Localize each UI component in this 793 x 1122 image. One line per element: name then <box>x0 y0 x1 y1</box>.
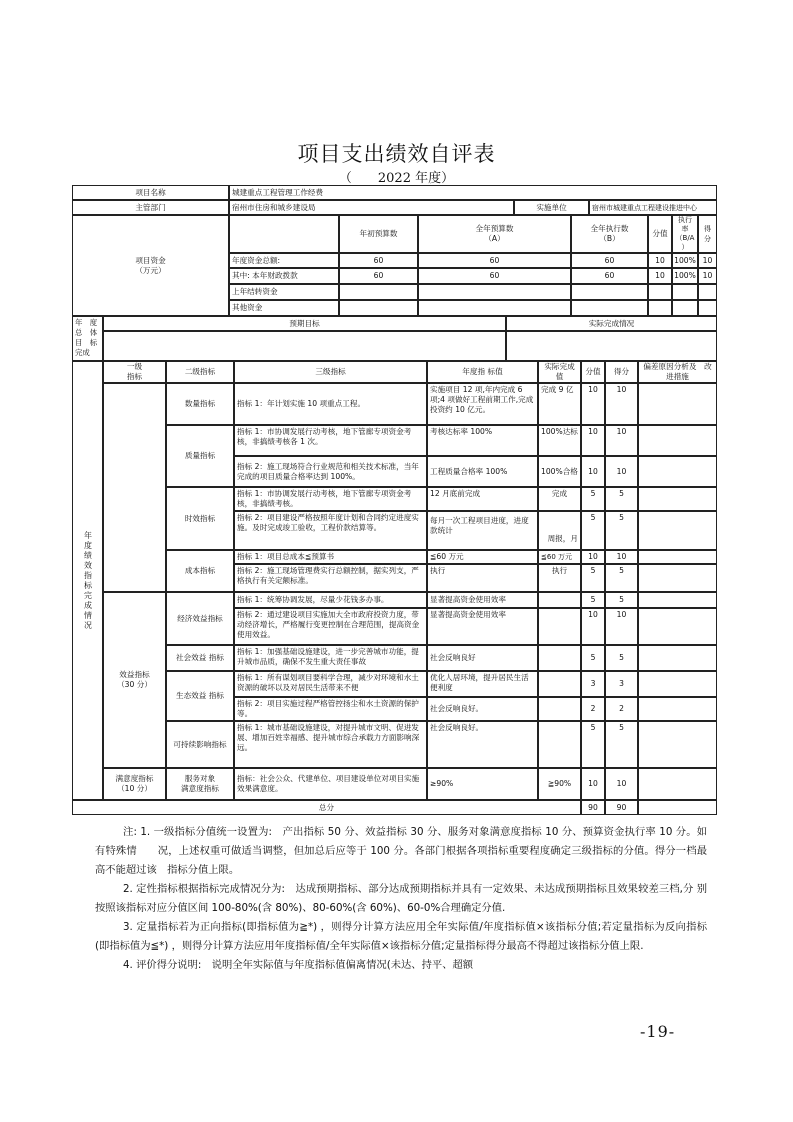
funds-row-label: 其中: 本年财政拨款 <box>229 268 339 284</box>
funds-row-rate <box>672 300 698 316</box>
funds-row-label: 其他资金 <box>229 300 339 316</box>
impl-value: 宿州市城建重点工程建设推进中心 <box>589 200 717 215</box>
note-3: 3. 定量指标若为正向指标(即指标值为≧*) ，则得分计算方法应用全年实际值/年度指标值×该指标分值;若定量指标为反向指标 (即指标值为≦*) ，则得分计算方法应用年度指标值/全年实际值×该指标分值;定量指标得分最高不得超过该指标分值上限. <box>95 921 707 952</box>
funds-row-rate <box>672 284 698 300</box>
goals-actual-header: 实际完成情况 <box>506 316 717 331</box>
h-level3: 三级指标 <box>234 361 427 383</box>
ind-target: 社会反响良好 <box>427 645 538 671</box>
ind-reason <box>638 645 717 671</box>
funds-row-initial <box>339 300 418 316</box>
h-reason: 偏差原因分析及 改 进措施 <box>638 361 717 383</box>
ind-score: 10 <box>581 550 605 564</box>
ind-got: 10 <box>605 550 638 564</box>
h-actual: 实际完成 值 <box>538 361 581 383</box>
dept-value: 宿州市住房和城乡建设局 <box>229 200 514 215</box>
dept-label: 主管部门 <box>72 200 229 215</box>
ind-got: 2 <box>605 697 638 721</box>
year-open-paren: （ <box>338 171 352 186</box>
indicators-side-label: 年度绩效指标完成情况 <box>72 361 103 800</box>
ind-score: 5 <box>581 564 605 592</box>
funds-col-got: 得分 <box>698 215 717 253</box>
ind-score: 5 <box>581 592 605 608</box>
year-label: 2022 年度） <box>377 171 455 186</box>
ind-score: 5 <box>581 721 605 768</box>
ind-actual: 完成 <box>538 487 581 511</box>
ind-score: 10 <box>581 425 605 456</box>
ind-score: 3 <box>581 671 605 697</box>
ind-actual <box>538 671 581 697</box>
funds-row-label: 上年结转资金 <box>229 284 339 300</box>
notes-section <box>95 823 707 975</box>
h-score: 分值 <box>581 361 605 383</box>
ind-reason <box>638 487 717 511</box>
funds-row-full <box>418 300 571 316</box>
funds-col-exec: 全年执行数 （B） <box>571 215 648 253</box>
performance-table <box>73 186 718 816</box>
h-target: 年度指 标值 <box>427 361 538 383</box>
funds-row-exec: 60 <box>571 253 648 268</box>
ind-got: 10 <box>605 608 638 645</box>
total-reason <box>638 800 717 815</box>
ind-target: 考核达标率 100% <box>427 425 538 456</box>
ind-reason <box>638 671 717 697</box>
ind-reason <box>638 511 717 550</box>
cat-social: 社会效益 指标 <box>166 645 234 671</box>
funds-row-got: 10 <box>698 253 717 268</box>
funds-row-got <box>698 284 717 300</box>
ind-l3: 指标 2：通过建设项目实施加大全市政府投资力度，带动经济增长，严格履行变更控制在合理范围，提高资金使用效益。 <box>234 608 427 645</box>
cat-quantity: 数量指标 <box>166 383 234 425</box>
cat-sustain: 可持续影响指标 <box>166 721 234 768</box>
funds-label: 项目资金 （万元） <box>72 215 229 316</box>
goals-label: 年 度 总 体 目 标 完成 <box>72 316 103 361</box>
funds-row-score <box>648 300 672 316</box>
funds-col-score: 分值 <box>648 215 672 253</box>
funds-row-got <box>698 300 717 316</box>
ind-got: 5 <box>605 487 638 511</box>
ind-reason <box>638 721 717 768</box>
level2-satisfaction: 服务对象 满意度指标 <box>166 768 234 800</box>
ind-l3: 指标 1：城市基础设施建设，对提升城市文明、促进发展、增加百姓幸福感、提升城市综合承载力方面影响深远。 <box>234 721 427 768</box>
ind-reason <box>638 768 717 800</box>
funds-row-initial <box>339 284 418 300</box>
ind-target: 执行 <box>427 564 538 592</box>
funds-col-full: 全年预算数 （A） <box>418 215 571 253</box>
ind-l3: 指标：社会公众、代建单位、项目建设单位对项目实施效果满意度。 <box>234 768 427 800</box>
ind-actual: 100%合格 <box>538 456 581 487</box>
funds-row-got: 10 <box>698 268 717 284</box>
ind-l3: 指标 1：统筹协调发展，尽量少花钱多办事。 <box>234 592 427 608</box>
ind-actual: ≦60 万元 <box>538 550 581 564</box>
ind-got: 5 <box>605 721 638 768</box>
h-level2: 二级指标 <box>166 361 234 383</box>
ind-score: 2 <box>581 697 605 721</box>
ind-l3: 指标 2：项目建设严格按照年度计划和合同约定进度实施。及时完成竣工验收，工程价款结算等。 <box>234 511 427 550</box>
ind-target: 显著提高资金使用效率 <box>427 608 538 645</box>
note-4: 4. 评价得分说明: 说明全年实际值与年度指标值偏离情况(未达、持平、超额 <box>123 959 474 971</box>
cat-cost: 成本指标 <box>166 550 234 592</box>
funds-row-full <box>418 284 571 300</box>
h-got: 得分 <box>605 361 638 383</box>
page-number: -19- <box>640 1022 676 1041</box>
ind-target: 实施项目 12 项,年内完成 6 项;4 项做好工程前期工作,完成投资约 10 亿元。 <box>427 383 538 425</box>
goals-expected-cell <box>103 331 506 361</box>
ind-score: 5 <box>581 487 605 511</box>
ind-got: 10 <box>605 383 638 425</box>
impl-label: 实施单位 <box>514 200 589 215</box>
report-year <box>0 167 793 186</box>
funds-row-exec <box>571 284 648 300</box>
goals-actual-cell <box>506 331 717 361</box>
cat-time: 时效指标 <box>166 487 234 550</box>
funds-row-score: 10 <box>648 268 672 284</box>
total-score: 90 <box>581 800 605 815</box>
note-1: 注: 1. 一级指标分值统一设置为: 产出指标 50 分、效益指标 30 分、服务对象满意度指标 10 分、预算资金执行率 10 分。如有特殊情 况，上述权重可做适当调整，但加总后应等于 100 分。各部门根据各项指标重要程度确定三级指标的分值。得分一档最高不能超过该 指标分值上限。 <box>95 826 707 876</box>
ind-target: 每月一次工程项目进度，进度款统计 <box>427 511 538 550</box>
ind-got: 5 <box>605 511 638 550</box>
funds-row-score: 10 <box>648 253 672 268</box>
ind-got: 5 <box>605 592 638 608</box>
level1-satisfaction: 满意度指标 （10 分） <box>103 768 166 800</box>
funds-row-initial: 60 <box>339 253 418 268</box>
ind-score: 10 <box>581 456 605 487</box>
funds-row-score <box>648 284 672 300</box>
funds-col-initial: 年初预算数 <box>339 215 418 253</box>
cat-quality: 质量指标 <box>166 425 234 487</box>
ind-l3: 指标 2：施工现场管理费实行总额控制，据实列支，严格执行有关定额标准。 <box>234 564 427 592</box>
ind-got: 10 <box>605 456 638 487</box>
ind-actual <box>538 721 581 768</box>
funds-row-full: 60 <box>418 253 571 268</box>
ind-target: 显著提高资金使用效率 <box>427 592 538 608</box>
ind-l3: 指标 1：加强基础设施建设，进一步完善城市功能，提升城市品质，确保不发生重大责任事故 <box>234 645 427 671</box>
ind-l3: 指标 1：年计划实施 10 项重点工程。 <box>234 383 427 425</box>
ind-target: 社会反响良好。 <box>427 697 538 721</box>
funds-row-rate: 100% <box>672 253 698 268</box>
ind-l3: 指标 1：所有谋划项目要科学合理，减少对环境和水土资源的破坏以及对居民生活带来不便 <box>234 671 427 697</box>
cat-econ: 经济效益指标 <box>166 592 234 645</box>
funds-row-exec: 60 <box>571 268 648 284</box>
ind-got: 5 <box>605 645 638 671</box>
note-2: 2. 定性指标根据指标完成情况分为: 达成预期指标、部分达成预期指标并具有一定效果、未达成预期指标且效果较差三档,分 别按照该指标对应分值区间 100-80%(含 80%)、80-60%(含 60%)、60-0%合理确定分值. <box>95 883 707 914</box>
ind-actual: 周报，月 <box>538 511 581 550</box>
ind-target: 12 月底前完成 <box>427 487 538 511</box>
ind-reason <box>638 456 717 487</box>
ind-score: 5 <box>581 511 605 550</box>
ind-actual: 完成 9 亿 <box>538 383 581 425</box>
funds-row-label: 年度资金总额: <box>229 253 339 268</box>
ind-actual <box>538 608 581 645</box>
ind-actual <box>538 697 581 721</box>
funds-row-initial: 60 <box>339 268 418 284</box>
funds-col-rate: 执行率 （B/A ） <box>672 215 698 253</box>
ind-actual: 执行 <box>538 564 581 592</box>
ind-reason <box>638 592 717 608</box>
funds-blank <box>229 215 339 253</box>
ind-score: 10 <box>581 768 605 800</box>
project-name-label: 项目名称 <box>72 185 229 200</box>
ind-l3: 指标 2：项目实施过程严格管控扬尘和水土资源的保护等。 <box>234 697 427 721</box>
level1-output <box>103 383 166 592</box>
ind-l3: 指标 1：市协调发展行动考核，地下管廊专项资金考核，非搞绩考核。 <box>234 487 427 511</box>
ind-reason <box>638 425 717 456</box>
ind-actual <box>538 592 581 608</box>
ind-reason <box>638 697 717 721</box>
ind-got: 5 <box>605 564 638 592</box>
ind-target: ≥90% <box>427 768 538 800</box>
h-level1: 一级 指标 <box>103 361 166 383</box>
ind-got: 10 <box>605 768 638 800</box>
ind-target: 社会反响良好。 <box>427 721 538 768</box>
ind-reason <box>638 383 717 425</box>
ind-actual: ≧90% <box>538 768 581 800</box>
ind-score: 5 <box>581 645 605 671</box>
total-label: 总分 <box>72 800 581 815</box>
ind-actual: 100%达标 <box>538 425 581 456</box>
funds-row-exec <box>571 300 648 316</box>
goals-expected-header: 预期目标 <box>103 316 506 331</box>
cat-eco: 生态效益 指标 <box>166 671 234 721</box>
ind-l3: 指标 1：项目总成本≦预算书 <box>234 550 427 564</box>
ind-got: 3 <box>605 671 638 697</box>
funds-row-full: 60 <box>418 268 571 284</box>
ind-target: ≦60 万元 <box>427 550 538 564</box>
ind-reason <box>638 564 717 592</box>
level1-benefit: 效益指标 （30 分） <box>103 592 166 768</box>
ind-score: 10 <box>581 608 605 645</box>
ind-l3: 指标 2：施工现场符合行业规范和相关技术标准，当年完成的项目质量合格率达到 100%。 <box>234 456 427 487</box>
ind-actual <box>538 645 581 671</box>
page-title: 项目支出绩效自评表 <box>297 142 496 166</box>
project-name-value: 城建重点工程管理工作经费 <box>229 185 717 200</box>
total-got: 90 <box>605 800 638 815</box>
ind-got: 10 <box>605 425 638 456</box>
ind-score: 10 <box>581 383 605 425</box>
ind-target: 优化人居环境，提升居民生活便利度 <box>427 671 538 697</box>
funds-row-rate: 100% <box>672 268 698 284</box>
ind-target: 工程质量合格率 100% <box>427 456 538 487</box>
ind-reason <box>638 608 717 645</box>
ind-reason <box>638 550 717 564</box>
ind-l3: 指标 1：市协调发展行动考核，地下管廊专项资金考核，非搞绩考核各 1 次。 <box>234 425 427 456</box>
